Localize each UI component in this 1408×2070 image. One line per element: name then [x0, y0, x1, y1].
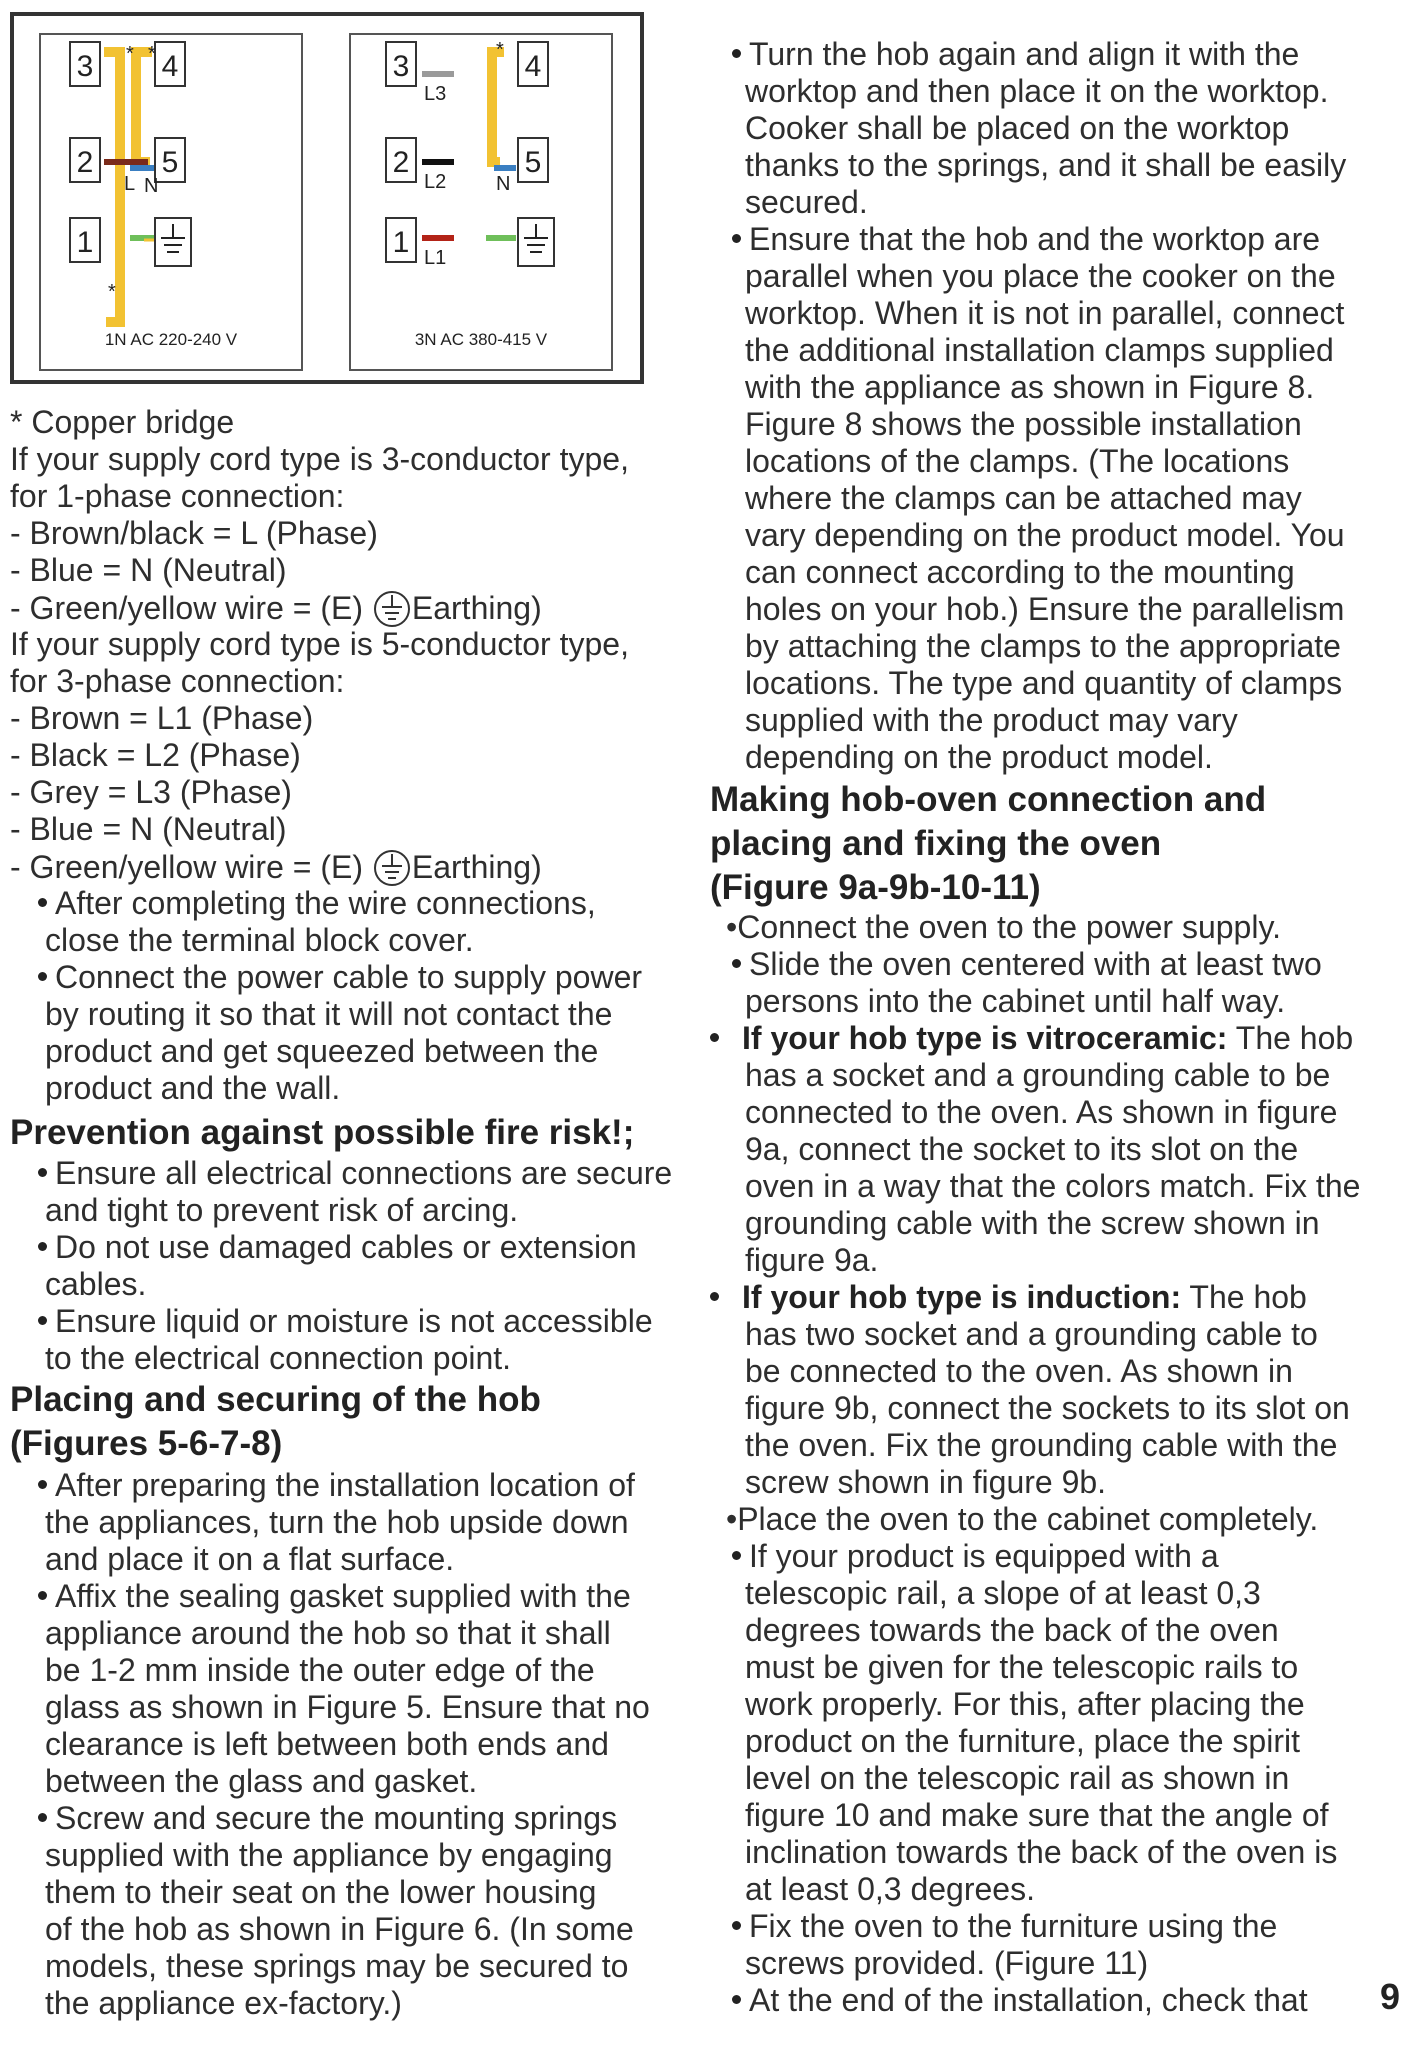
- text-line: of the hob as shown in Figure 6. (In some: [45, 1911, 634, 1947]
- text-line: depending on the product model.: [745, 739, 1213, 775]
- bullet-icon: [38, 1591, 47, 1600]
- text-line: glass as shown in Figure 5. Ensure that no: [45, 1689, 650, 1725]
- text-line: cables.: [45, 1266, 147, 1302]
- wire-item: [10, 589, 542, 629]
- bullet-icon: [732, 1551, 741, 1560]
- text-line: worktop and then place it on the worktop.: [745, 73, 1329, 109]
- text-line: be connected to the oven. As shown in: [745, 1353, 1293, 1389]
- copper-bridge-note: * Copper bridge: [10, 404, 235, 440]
- bullet-icon: [38, 1242, 47, 1251]
- wire-label-l1: L1: [424, 247, 447, 269]
- three-phase-label: 3N AC 380-415 V: [414, 330, 548, 349]
- text-line: parallel when you place the cooker on the: [745, 258, 1336, 294]
- text-line: figure 9a.: [745, 1242, 879, 1278]
- text-line: the appliance ex-factory.): [45, 1985, 402, 2021]
- text-line: screws provided. (Figure 11): [745, 1945, 1149, 1981]
- bullet-line: Ensure liquid or moisture is not accessible: [38, 1303, 653, 1340]
- bullet-icon: [38, 898, 47, 907]
- text-line: can connect according to the mounting: [745, 554, 1295, 590]
- bullet-icon: [710, 1292, 719, 1301]
- wire-label-n: N: [144, 175, 159, 197]
- text-line: grounding cable with the screw shown in: [745, 1205, 1320, 1241]
- bullet-line: Ensure that the hob and the worktop are: [732, 221, 1320, 258]
- terminal-1-label: 1: [392, 226, 410, 259]
- bullet-line: Turn the hob again and align it with the: [732, 36, 1299, 73]
- text-line: supplied with the product may vary: [745, 702, 1238, 738]
- section-heading-fire: Prevention against possible fire risk!;: [10, 1113, 635, 1152]
- text-line: Figure 8 shows the possible installation: [745, 406, 1302, 442]
- terminal-4-label: 4: [524, 50, 542, 83]
- bridge-mark: *: [108, 281, 116, 303]
- bullet-line: At the end of the installation, check that: [732, 1982, 1308, 2019]
- text-line: between the glass and gasket.: [45, 1763, 478, 1799]
- wire-label-l3: L3: [424, 83, 447, 105]
- text-line: must be given for the telescopic rails to: [745, 1649, 1299, 1685]
- bullet-icon: [732, 49, 741, 58]
- text-line: work properly. For this, after placing the: [745, 1686, 1305, 1722]
- terminal-3-label: 3: [392, 50, 410, 83]
- bullet-icon: [732, 1995, 741, 2004]
- text-line: the appliances, turn the hob upside down: [45, 1504, 629, 1540]
- text-line: secured.: [745, 184, 868, 220]
- bullet-line: Slide the oven centered with at least two: [732, 946, 1322, 983]
- bullet-icon: [732, 959, 741, 968]
- terminal-4-label: 4: [161, 50, 179, 83]
- wire-item: - Black = L2 (Phase): [10, 737, 301, 773]
- text-line: connected to the oven. As shown in figure: [745, 1094, 1338, 1130]
- text-line: figure 10 and make sure that the angle of: [745, 1797, 1329, 1833]
- bridge-mark: *: [148, 43, 156, 65]
- wire-label-l: L: [124, 173, 136, 195]
- text-line: by routing it so that it will not contact the: [45, 996, 613, 1032]
- text-line: for 1-phase connection:: [10, 478, 345, 514]
- text-line: clearance is left between both ends and: [45, 1726, 609, 1762]
- text-line: has two socket and a grounding cable to: [745, 1316, 1318, 1352]
- terminal-1-label: 1: [76, 226, 94, 259]
- text-line: be 1-2 mm inside the outer edge of the: [45, 1652, 595, 1688]
- text-line: for 3-phase connection:: [10, 663, 345, 699]
- bullet-icon: [710, 1033, 719, 1042]
- wire-label-l2: L2: [424, 171, 447, 193]
- text-line: •Place the oven to the cabinet completely.: [726, 1501, 1319, 1537]
- text-line: appliance around the hob so that it shall: [45, 1615, 611, 1651]
- bullet-line: If your product is equipped with a: [732, 1538, 1219, 1575]
- page-number: 9: [1380, 1976, 1401, 2017]
- text-line: has a socket and a grounding cable to be: [745, 1057, 1331, 1093]
- bullet-icon: [732, 1921, 741, 1930]
- text-line: at least 0,3 degrees.: [745, 1871, 1035, 1907]
- text-line: product on the furniture, place the spirit: [745, 1723, 1300, 1759]
- text-line: locations of the clamps. (The locations: [745, 443, 1290, 479]
- section-heading-oven: Making hob-oven connection and: [710, 780, 1267, 819]
- terminal-5-label: 5: [161, 146, 179, 179]
- bullet-icon: [38, 1168, 47, 1177]
- bullet-line: After preparing the installation location of: [38, 1467, 635, 1504]
- text-line: inclination towards the back of the oven is: [745, 1834, 1338, 1870]
- text-line: holes on your hob.) Ensure the parallelism: [745, 591, 1345, 627]
- text-line: supplied with the appliance by engaging: [45, 1837, 613, 1873]
- wire-item-text: - Green/yellow wire = (E): [10, 590, 372, 626]
- text-line: persons into the cabinet until half way.: [745, 983, 1286, 1019]
- bullet-icon: [38, 1813, 47, 1822]
- bullet-line: If your hob type is vitroceramic: The hob: [710, 1020, 1353, 1057]
- section-heading-hob: Placing and securing of the hob: [10, 1380, 541, 1419]
- text-line: and tight to prevent risk of arcing.: [45, 1192, 519, 1228]
- text-line: figure 9b, connect the sockets to its slot on: [745, 1390, 1350, 1426]
- bullet-icon: [732, 234, 741, 243]
- section-heading-oven: placing and fixing the oven: [710, 824, 1162, 863]
- section-heading-oven: (Figure 9a-9b-10-11): [710, 868, 1041, 907]
- text-line: close the terminal block cover.: [45, 922, 474, 958]
- terminal-2-label: 2: [392, 146, 410, 179]
- single-phase-label: 1N AC 220-240 V: [104, 330, 238, 349]
- bullet-line: Screw and secure the mounting springs: [38, 1800, 617, 1837]
- text-line: worktop. When it is not in parallel, connect: [745, 295, 1345, 331]
- bullet-line: After completing the wire connections,: [38, 885, 596, 922]
- text-line: thanks to the springs, and it shall be easily: [745, 147, 1347, 183]
- text-line: with the appliance as shown in Figure 8.: [745, 369, 1315, 405]
- text-line: the additional installation clamps supplied: [745, 332, 1334, 368]
- text-line: If your supply cord type is 3-conductor type,: [10, 441, 629, 477]
- wire-item: - Brown/black = L (Phase): [10, 515, 378, 551]
- bullet-line: Connect the power cable to supply power: [38, 959, 642, 996]
- wire-label-n: N: [496, 173, 511, 195]
- bullet-icon: [38, 1316, 47, 1325]
- text-line: product and the wall.: [45, 1070, 341, 1106]
- bullet-line: If your hob type is induction: The hob: [710, 1279, 1307, 1316]
- text-line: where the clamps can be attached may: [745, 480, 1302, 516]
- earth-circle-icon: [372, 589, 412, 629]
- terminal-3-label: 3: [76, 50, 94, 83]
- bridge-mark: *: [496, 39, 504, 61]
- text-line: oven in a way that the colors match. Fix the: [745, 1168, 1361, 1204]
- text-line: them to their seat on the lower housing: [45, 1874, 597, 1910]
- text-line: product and get squeezed between the: [45, 1033, 599, 1069]
- wire-item: [10, 848, 542, 888]
- bridge-mark: *: [126, 43, 134, 65]
- text-line: level on the telescopic rail as shown in: [745, 1760, 1290, 1796]
- text-line: by attaching the clamps to the appropriate: [745, 628, 1341, 664]
- wire-item-text: Earthing): [411, 590, 542, 626]
- terminal-5-label: 5: [524, 146, 542, 179]
- earth-circle-icon: [372, 848, 412, 888]
- section-heading-hob: (Figures 5-6-7-8): [10, 1424, 283, 1463]
- wire-item-text: - Green/yellow wire = (E): [10, 849, 372, 885]
- bullet-line: Ensure all electrical connections are secure: [38, 1155, 672, 1192]
- wire-item: - Grey = L3 (Phase): [10, 774, 292, 810]
- text-line: degrees towards the back of the oven: [745, 1612, 1279, 1648]
- wiring-diagram: [10, 12, 644, 384]
- text-line: the oven. Fix the grounding cable with the: [745, 1427, 1338, 1463]
- text-line: screw shown in figure 9b.: [745, 1464, 1107, 1500]
- wire-item: - Blue = N (Neutral): [10, 811, 287, 847]
- bullet-line: Affix the sealing gasket supplied with the: [38, 1578, 631, 1615]
- bullet-line: Fix the oven to the furniture using the: [732, 1908, 1277, 1945]
- text-line: to the electrical connection point.: [45, 1340, 512, 1376]
- wire-item: - Blue = N (Neutral): [10, 552, 287, 588]
- text-line: and place it on a flat surface.: [45, 1541, 455, 1577]
- bullet-icon: [38, 1480, 47, 1489]
- wire-item-text: Earthing): [411, 849, 542, 885]
- text-line: models, these springs may be secured to: [45, 1948, 629, 1984]
- text-line: 9a, connect the socket to its slot on the: [745, 1131, 1299, 1167]
- text-line: telescopic rail, a slope of at least 0,3: [745, 1575, 1261, 1611]
- text-line: If your supply cord type is 5-conductor type,: [10, 626, 629, 662]
- bullet-icon: [38, 972, 47, 981]
- bullet-line: Do not use damaged cables or extension: [38, 1229, 637, 1266]
- wire-item: - Brown = L1 (Phase): [10, 700, 314, 736]
- terminal-2-label: 2: [76, 146, 94, 179]
- text-line: vary depending on the product model. You: [745, 517, 1345, 553]
- text-line: locations. The type and quantity of clamps: [745, 665, 1343, 701]
- text-line: •Connect the oven to the power supply.: [726, 909, 1281, 945]
- text-line: Cooker shall be placed on the worktop: [745, 110, 1290, 146]
